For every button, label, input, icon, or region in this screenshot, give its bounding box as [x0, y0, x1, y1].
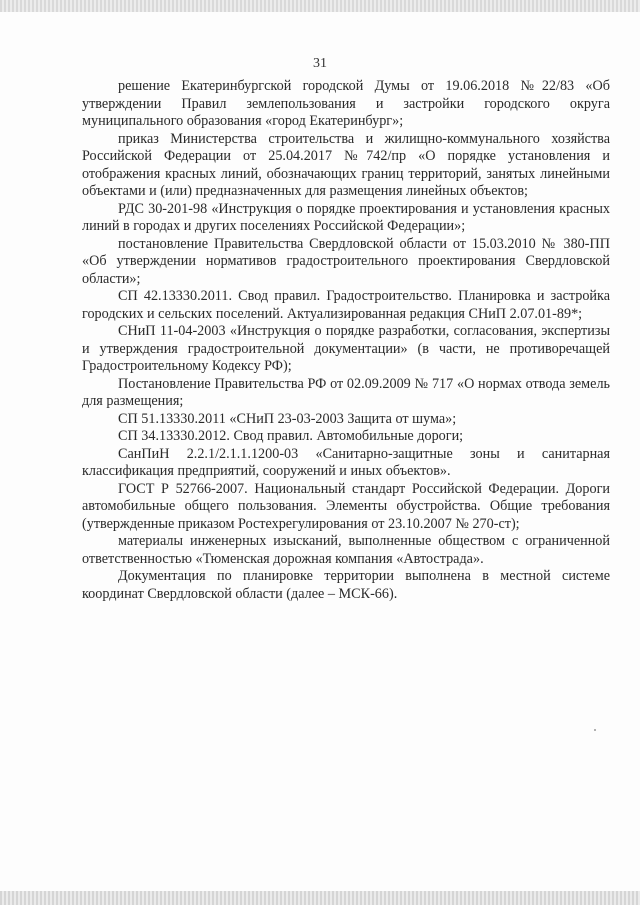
- scan-speck: [594, 729, 596, 731]
- paragraph: Документация по планировке территории выполнена в местной системе координат Свердловской области (далее – МСК-66).: [82, 568, 610, 602]
- paragraph: приказ Министерства строительства и жилищно-коммунального хозяйства Российской Федерации от 25.04.2017 №742/пр «О порядке установления и отображения красных линий, обозначающих границ территорий, занятых линейными объектами и (или) предназначенных для размещения линейных объектов;: [82, 130, 610, 199]
- paragraph: ГОСТ Р 52766-2007. Национальный стандарт Российской Федерации. Дороги автомобильные общего пользования. Элементы обустройства. Общие требования (утвержденные приказом Ростехрегулирования от 23.10.2007 № 270-ст);: [82, 480, 610, 532]
- paragraph: Постановление Правительства РФ от 02.09.2009 № 717 «О нормах отвода земель для размещения;: [82, 375, 610, 409]
- paragraph: РДС 30-201-98 «Инструкция о порядке проектирования и установления красных линий в городах и других поселениях Российской Федерации»;: [82, 200, 610, 234]
- paragraph: СП 34.13330.2012. Свод правил. Автомобильные дороги;: [118, 428, 464, 444]
- paragraph: СанПиН 2.2.1/2.1.1.1200-03 «Санитарно-защитные зоны и санитарная классификация предприятий, сооружений и иных объектов».: [82, 445, 610, 479]
- paragraph: постановление Правительства Свердловской области от 15.03.2010 № 380-ПП «Об утверждении нормативов градостроительного проектирования Свердловской области»;: [82, 235, 610, 287]
- paragraph: СП 42.13330.2011. Свод правил. Градостроительство. Планировка и застройка городских и сельских поселений. Актуализированная редакция СНиП 2.07.01-89*;: [82, 288, 610, 322]
- paragraph: решение Екатеринбургской городской Думы от 19.06.2018 №22/83 «Об утверждении Правил землепользования и застройки городского округа муниципального образования «город Екатеринбург»;: [82, 78, 610, 129]
- document-body: [82, 78, 610, 603]
- scan-top-edge: [0, 0, 640, 12]
- scan-bottom-edge: [0, 891, 640, 905]
- page-number: 31: [313, 56, 327, 71]
- paragraph: материалы инженерных изысканий, выполненные обществом с ограниченной ответственностью «Тюменская дорожная компания «Автострада».: [82, 533, 610, 567]
- paragraph: СНиП 11-04-2003 «Инструкция о порядке разработки, согласования, экспертизы и утверждения градостроительной документации» (в части, не противоречащей Градостроительному Кодексу РФ);: [82, 323, 610, 374]
- paragraph: СП 51.13330.2011 «СНиП 23-03-2003 Защита от шума»;: [118, 410, 457, 427]
